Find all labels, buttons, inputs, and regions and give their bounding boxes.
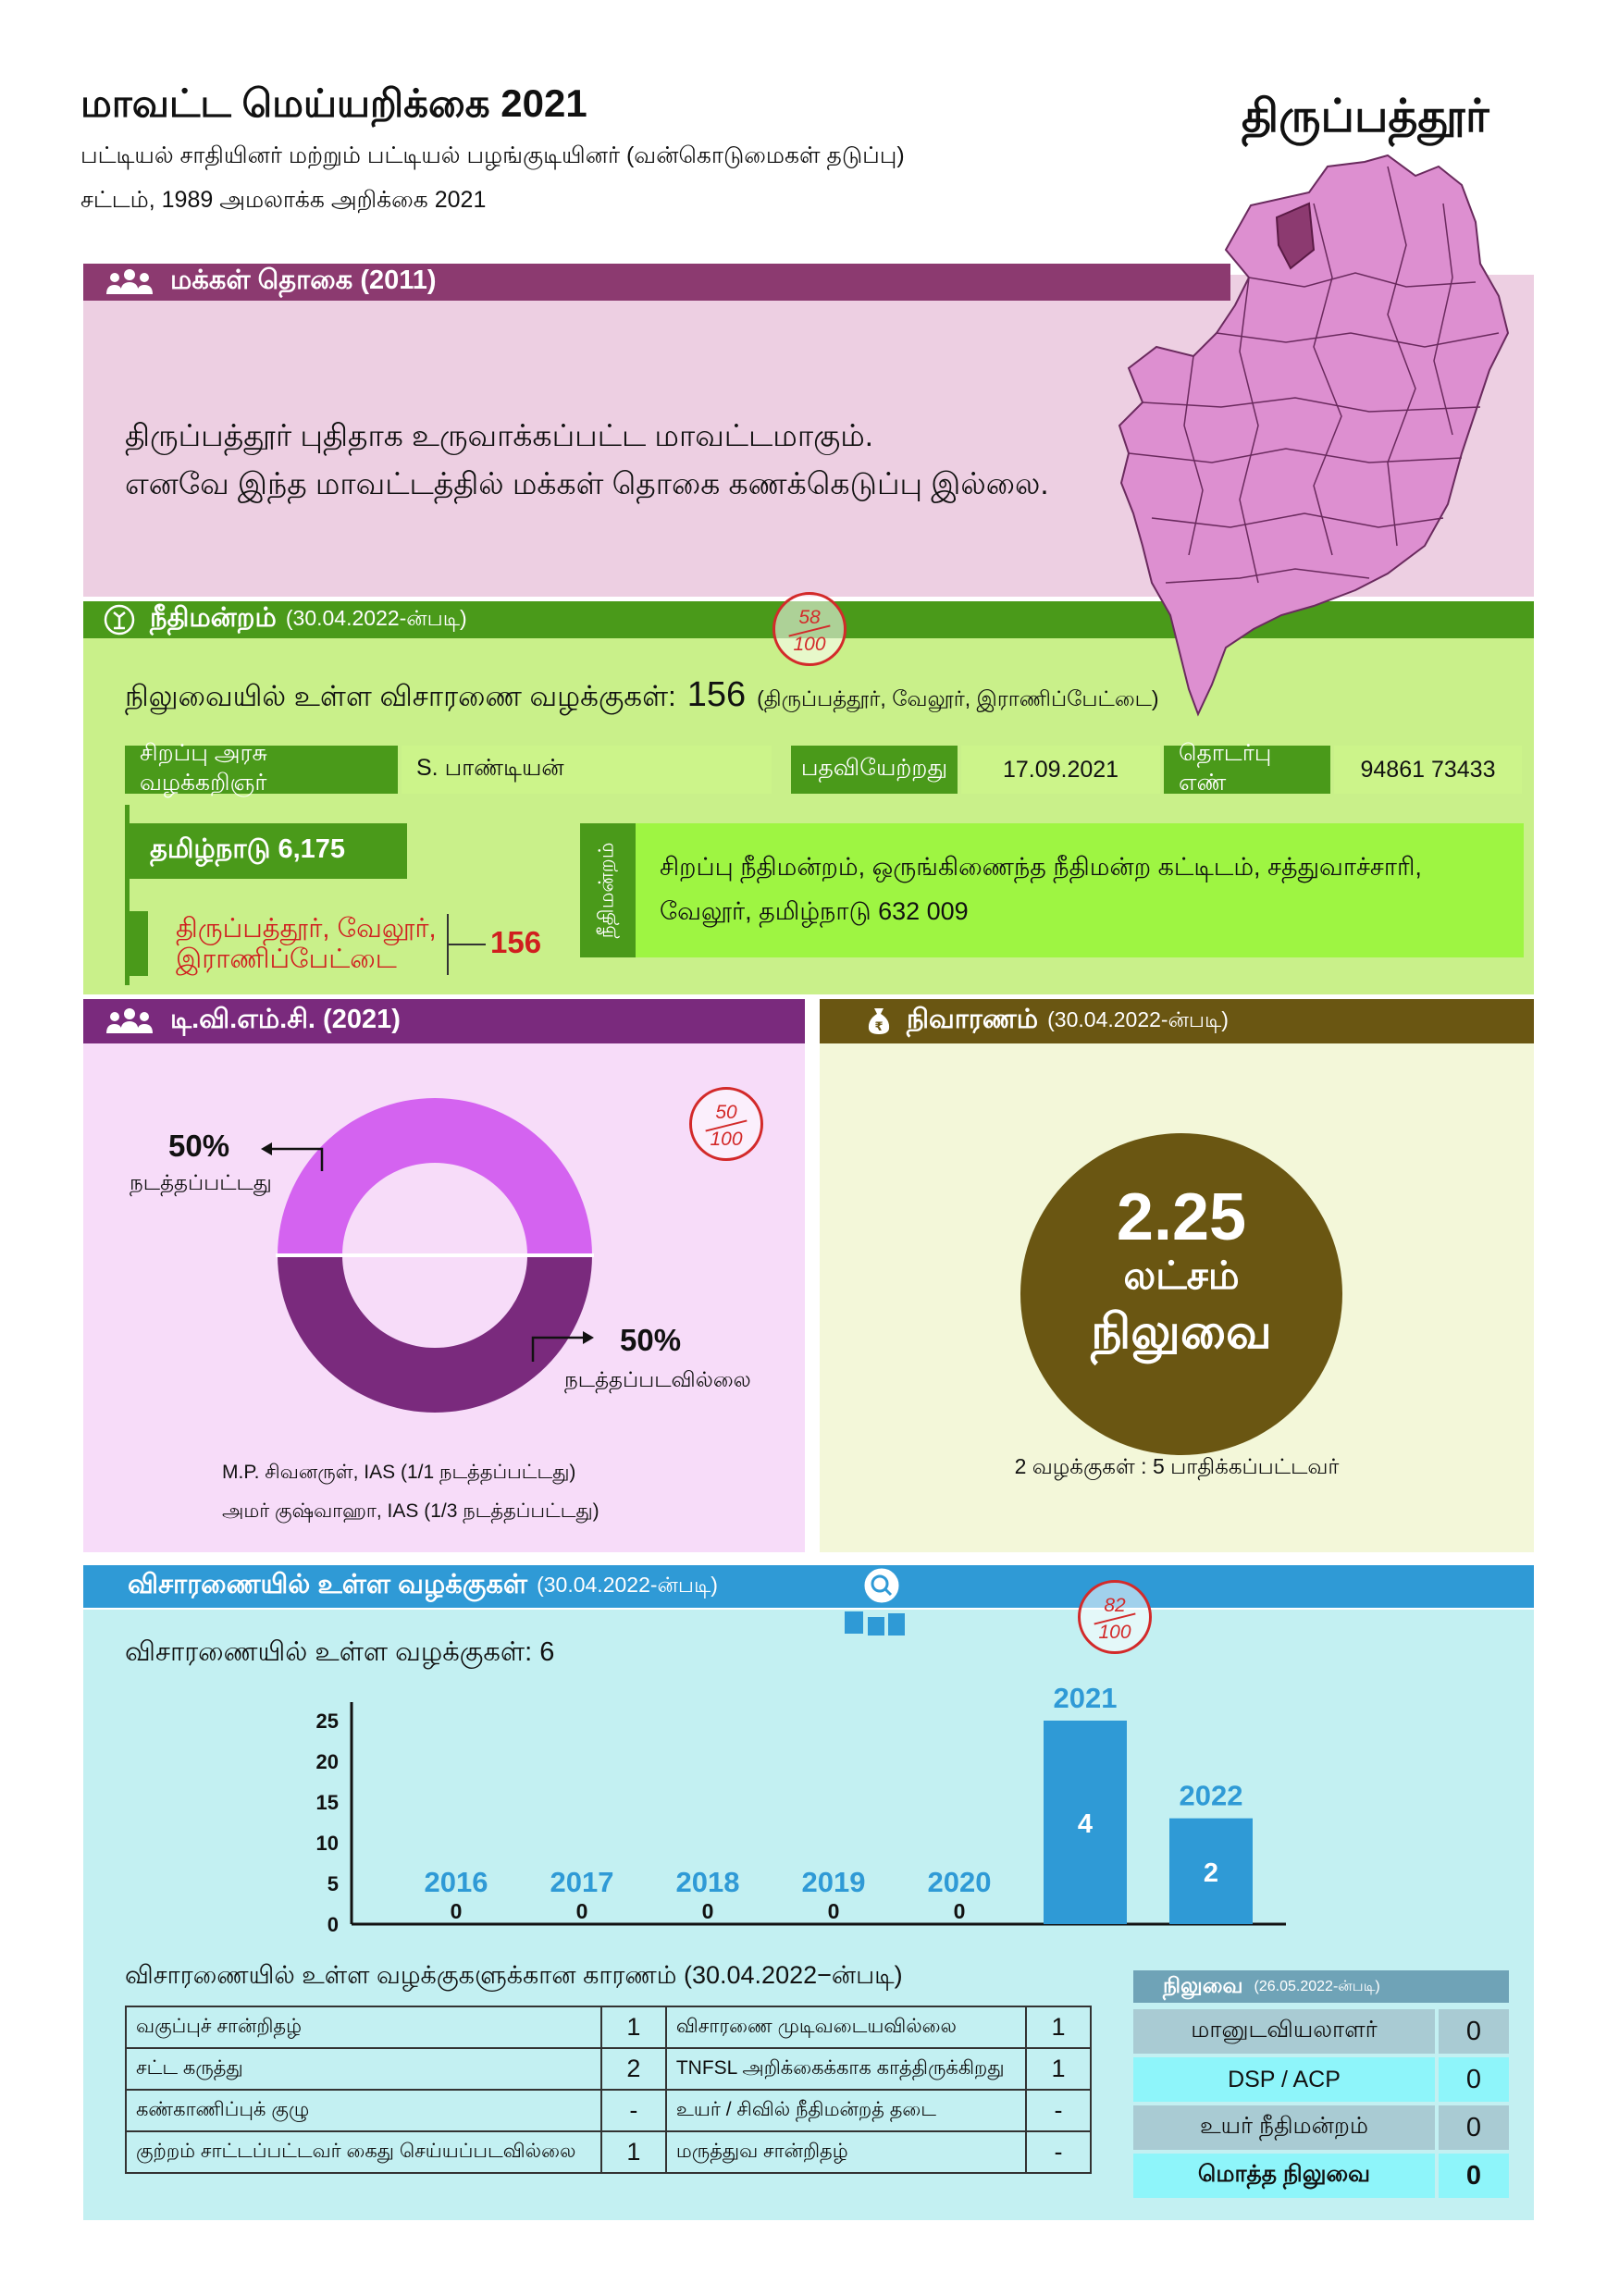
investigation-heading: விசாரணையில் உள்ள வழக்குகள் [128, 1570, 528, 1599]
y-tick-label: 5 [327, 1872, 339, 1895]
money-bag-icon [866, 1006, 892, 1036]
pending-value: 0 [1439, 2009, 1509, 2054]
y-tick-label: 15 [315, 1791, 339, 1814]
dvmc-not-held-pct: 50% [620, 1323, 682, 1357]
pending-row [1133, 2057, 1509, 2102]
court-icon [104, 604, 135, 636]
reason-label: வகுப்புச் சான்றிதழ் [126, 2006, 601, 2048]
joined-label: பதவியேற்றது [791, 746, 958, 794]
joined-date: 17.09.2021 [961, 746, 1160, 794]
reason-count: 1 [1026, 2006, 1091, 2048]
x-tick-label: 2017 [550, 1866, 614, 1898]
court-address-box [580, 823, 1524, 957]
investigation-header [83, 1565, 1534, 1608]
reason-label: சட்ட கருத்து [126, 2048, 601, 2090]
contact-number: 94861 73433 [1334, 746, 1522, 794]
dvmc-officer2: அமர் குஷ்வாஹா, IAS (1/3 நடத்தப்பட்டது) [222, 1500, 599, 1522]
population-text-line1: திருப்பத்தூர் புதிதாக உருவாக்கப்பட்ட மாவட்டமாகும். [125, 418, 873, 452]
reason-label: TNFSL அறிக்கைக்காக காத்திருக்கிறது [666, 2048, 1026, 2090]
donut-held-segment [278, 1098, 592, 1255]
pending-value: 0 [1439, 2105, 1509, 2150]
reason-label: குற்றம் சாட்டப்பட்டவர் கைது செய்யப்படவில்லை [126, 2131, 601, 2173]
pending-title: நிலுவை [1163, 1972, 1243, 1997]
contact-label: தொடர்பு எண் [1164, 746, 1330, 794]
reason-label: விசாரணை முடிவடையவில்லை [666, 2006, 1026, 2048]
x-tick-label: 2020 [927, 1866, 992, 1898]
dvmc-held-label: நடத்தப்பட்டது [130, 1170, 272, 1194]
court-score-stamp: 58 100 [772, 592, 847, 666]
reason-label: மருத்துவ சான்றிதழ் [666, 2131, 1026, 2173]
reason-count: 1 [601, 2006, 666, 2048]
reason-count: - [1026, 2131, 1091, 2173]
investigation-bar-chart [315, 1674, 1304, 1943]
district-cases-value: 156 [490, 925, 542, 959]
relief-cases-note: 2 வழக்குகள் : 5 பாதிக்கப்பட்டவர் [1014, 1454, 1340, 1478]
y-tick-label: 25 [315, 1710, 339, 1733]
reason-row [126, 2090, 1091, 2131]
relief-unit: லட்சம் [1123, 1253, 1240, 1297]
relief-status: நிலுவை [1091, 1305, 1272, 1359]
spp-label: சிறப்பு அரசு வழக்கறிஞர் [125, 746, 398, 794]
district-name: திருப்பத்தூர் [1242, 92, 1489, 142]
reason-count: - [601, 2090, 666, 2131]
pending-title-bar [1133, 1970, 1509, 2003]
dvmc-header [83, 999, 805, 1043]
people-group-icon [102, 268, 157, 296]
reason-row [126, 2006, 1091, 2048]
subtitle-line2: சட்டம், 1989 அமலாக்க அறிக்கை 2021 [80, 187, 487, 213]
subtitle-line1: பட்டியல் சாதியினர் மற்றும் பட்டியல் பழங்குடியினர் (வன்கொடுமைகள் தடுப்பு) [80, 142, 905, 168]
x-tick-label: 2021 [1053, 1682, 1118, 1714]
dvmc-heading: டி.வி.எம்.சி. (2021) [170, 1005, 401, 1034]
dvmc-officer1: M.P. சிவனருள், IAS (1/1 நடத்தப்பட்டது) [222, 1462, 576, 1483]
tn-total-cases: தமிழ்நாடு 6,175 [130, 823, 407, 879]
pending-label: DSP / ACP [1133, 2057, 1435, 2102]
pending-label: உயர் நீதிமன்றம் [1133, 2105, 1435, 2150]
page-title: மாவட்ட மெய்யறிக்கை 2021 [80, 81, 587, 125]
pending-total-row [1133, 2154, 1509, 2198]
court-pending-label: நிலுவையில் உள்ள விசாரணை வழக்குகள்: [125, 680, 676, 712]
data-label: 0 [701, 1899, 714, 1923]
reasons-table [125, 2006, 1092, 2174]
held-pointer-arrow [259, 1140, 329, 1175]
investigation-heading-note: (30.04.2022-ன்படி) [537, 1573, 718, 1597]
y-tick-label: 0 [327, 1913, 339, 1936]
spp-name: S. பாண்டியன் [402, 746, 772, 794]
x-tick-label: 2022 [1179, 1779, 1243, 1812]
investigation-score-stamp: 82 100 [1078, 1580, 1152, 1654]
x-tick-label: 2016 [424, 1866, 488, 1898]
not-held-pointer-arrow [525, 1325, 596, 1365]
reason-count: 2 [601, 2048, 666, 2090]
court-tag: நீதிமன்றம் [594, 842, 618, 939]
reason-label: கண்காணிப்புக் குழு [126, 2090, 601, 2131]
svg-text:₹: ₹ [874, 1020, 884, 1034]
district-cases-tick [449, 944, 486, 945]
reason-count: 1 [1026, 2048, 1091, 2090]
relief-heading-note: (30.04.2022-ன்படி) [1047, 1007, 1229, 1031]
pending-value: 0 [1439, 2057, 1509, 2102]
population-text-line2: எனவே இந்த மாவட்டத்தில் மக்கள் தொகை கணக்கெடுப்பு இல்லை. [125, 466, 1049, 500]
data-label: 0 [450, 1899, 463, 1923]
pending-row [1133, 2009, 1509, 2054]
court-address-line1: சிறப்பு நீதிமன்றம், ஒருங்கிணைந்த நீதிமன்ற கட்டிடம், சத்துவாச்சாரி, [660, 853, 1422, 881]
x-tick-label: 2019 [801, 1866, 866, 1898]
reason-row [126, 2131, 1091, 2173]
population-header [83, 264, 1230, 301]
court-heading-note: (30.04.2022-ன்படி) [285, 606, 467, 630]
court-heading: நீதிமன்றம் [150, 603, 277, 633]
data-label: 0 [827, 1899, 840, 1923]
people-group-icon [102, 1007, 157, 1035]
data-label: 0 [953, 1899, 966, 1923]
relief-amount: 2.25 [1116, 1180, 1247, 1254]
relief-heading: நிவாரணம் [907, 1005, 1039, 1034]
y-tick-label: 10 [315, 1832, 339, 1855]
investigation-icon [840, 1565, 914, 1639]
court-pending-value: 156 [686, 675, 747, 714]
dvmc-held-pct: 50% [168, 1129, 230, 1163]
reason-count: - [1026, 2090, 1091, 2131]
court-address-line2: வேலூர், தமிழ்நாடு 632 009 [660, 897, 969, 925]
relief-header [820, 999, 1534, 1043]
data-label: 2 [1203, 1858, 1219, 1888]
district-cases-marker [130, 911, 148, 976]
x-tick-label: 2018 [675, 1866, 740, 1898]
court-pending-note: (திருப்பத்தூர், வேலூர், இராணிப்பேட்டை) [757, 686, 1159, 710]
pending-row [1133, 2105, 1509, 2150]
population-heading: மக்கள் தொகை (2011) [170, 265, 437, 295]
pending-label: மானுடவியலாளர் [1133, 2009, 1435, 2054]
reason-row [126, 2048, 1091, 2090]
data-label: 0 [575, 1899, 588, 1923]
tamil-nadu-map [1110, 148, 1536, 722]
pending-total-label: மொத்த நிலுவை [1133, 2154, 1435, 2198]
investigation-count: விசாரணையில் உள்ள வழக்குகள்: 6 [125, 1637, 555, 1667]
dvmc-score-stamp: 50 100 [689, 1087, 763, 1161]
pending-total-value: 0 [1439, 2154, 1509, 2198]
y-tick-label: 20 [315, 1750, 339, 1773]
reasons-title: விசாரணையில் உள்ள வழக்குகளுக்கான காரணம் (30.04.2022−ன்படி) [125, 1961, 903, 1989]
reason-label: உயர் / சிவில் நீதிமன்றத் தடை [666, 2090, 1026, 2131]
reason-count: 1 [601, 2131, 666, 2173]
court-pending-line [125, 675, 1159, 717]
dvmc-not-held-label: நடத்தப்படவில்லை [564, 1367, 751, 1391]
pending-note: (26.05.2022-ன்படி) [1254, 1978, 1380, 1994]
data-label: 4 [1077, 1809, 1094, 1839]
district-cases-label: திருப்பத்தூர், வேலூர், இராணிப்பேட்டை [176, 914, 437, 974]
